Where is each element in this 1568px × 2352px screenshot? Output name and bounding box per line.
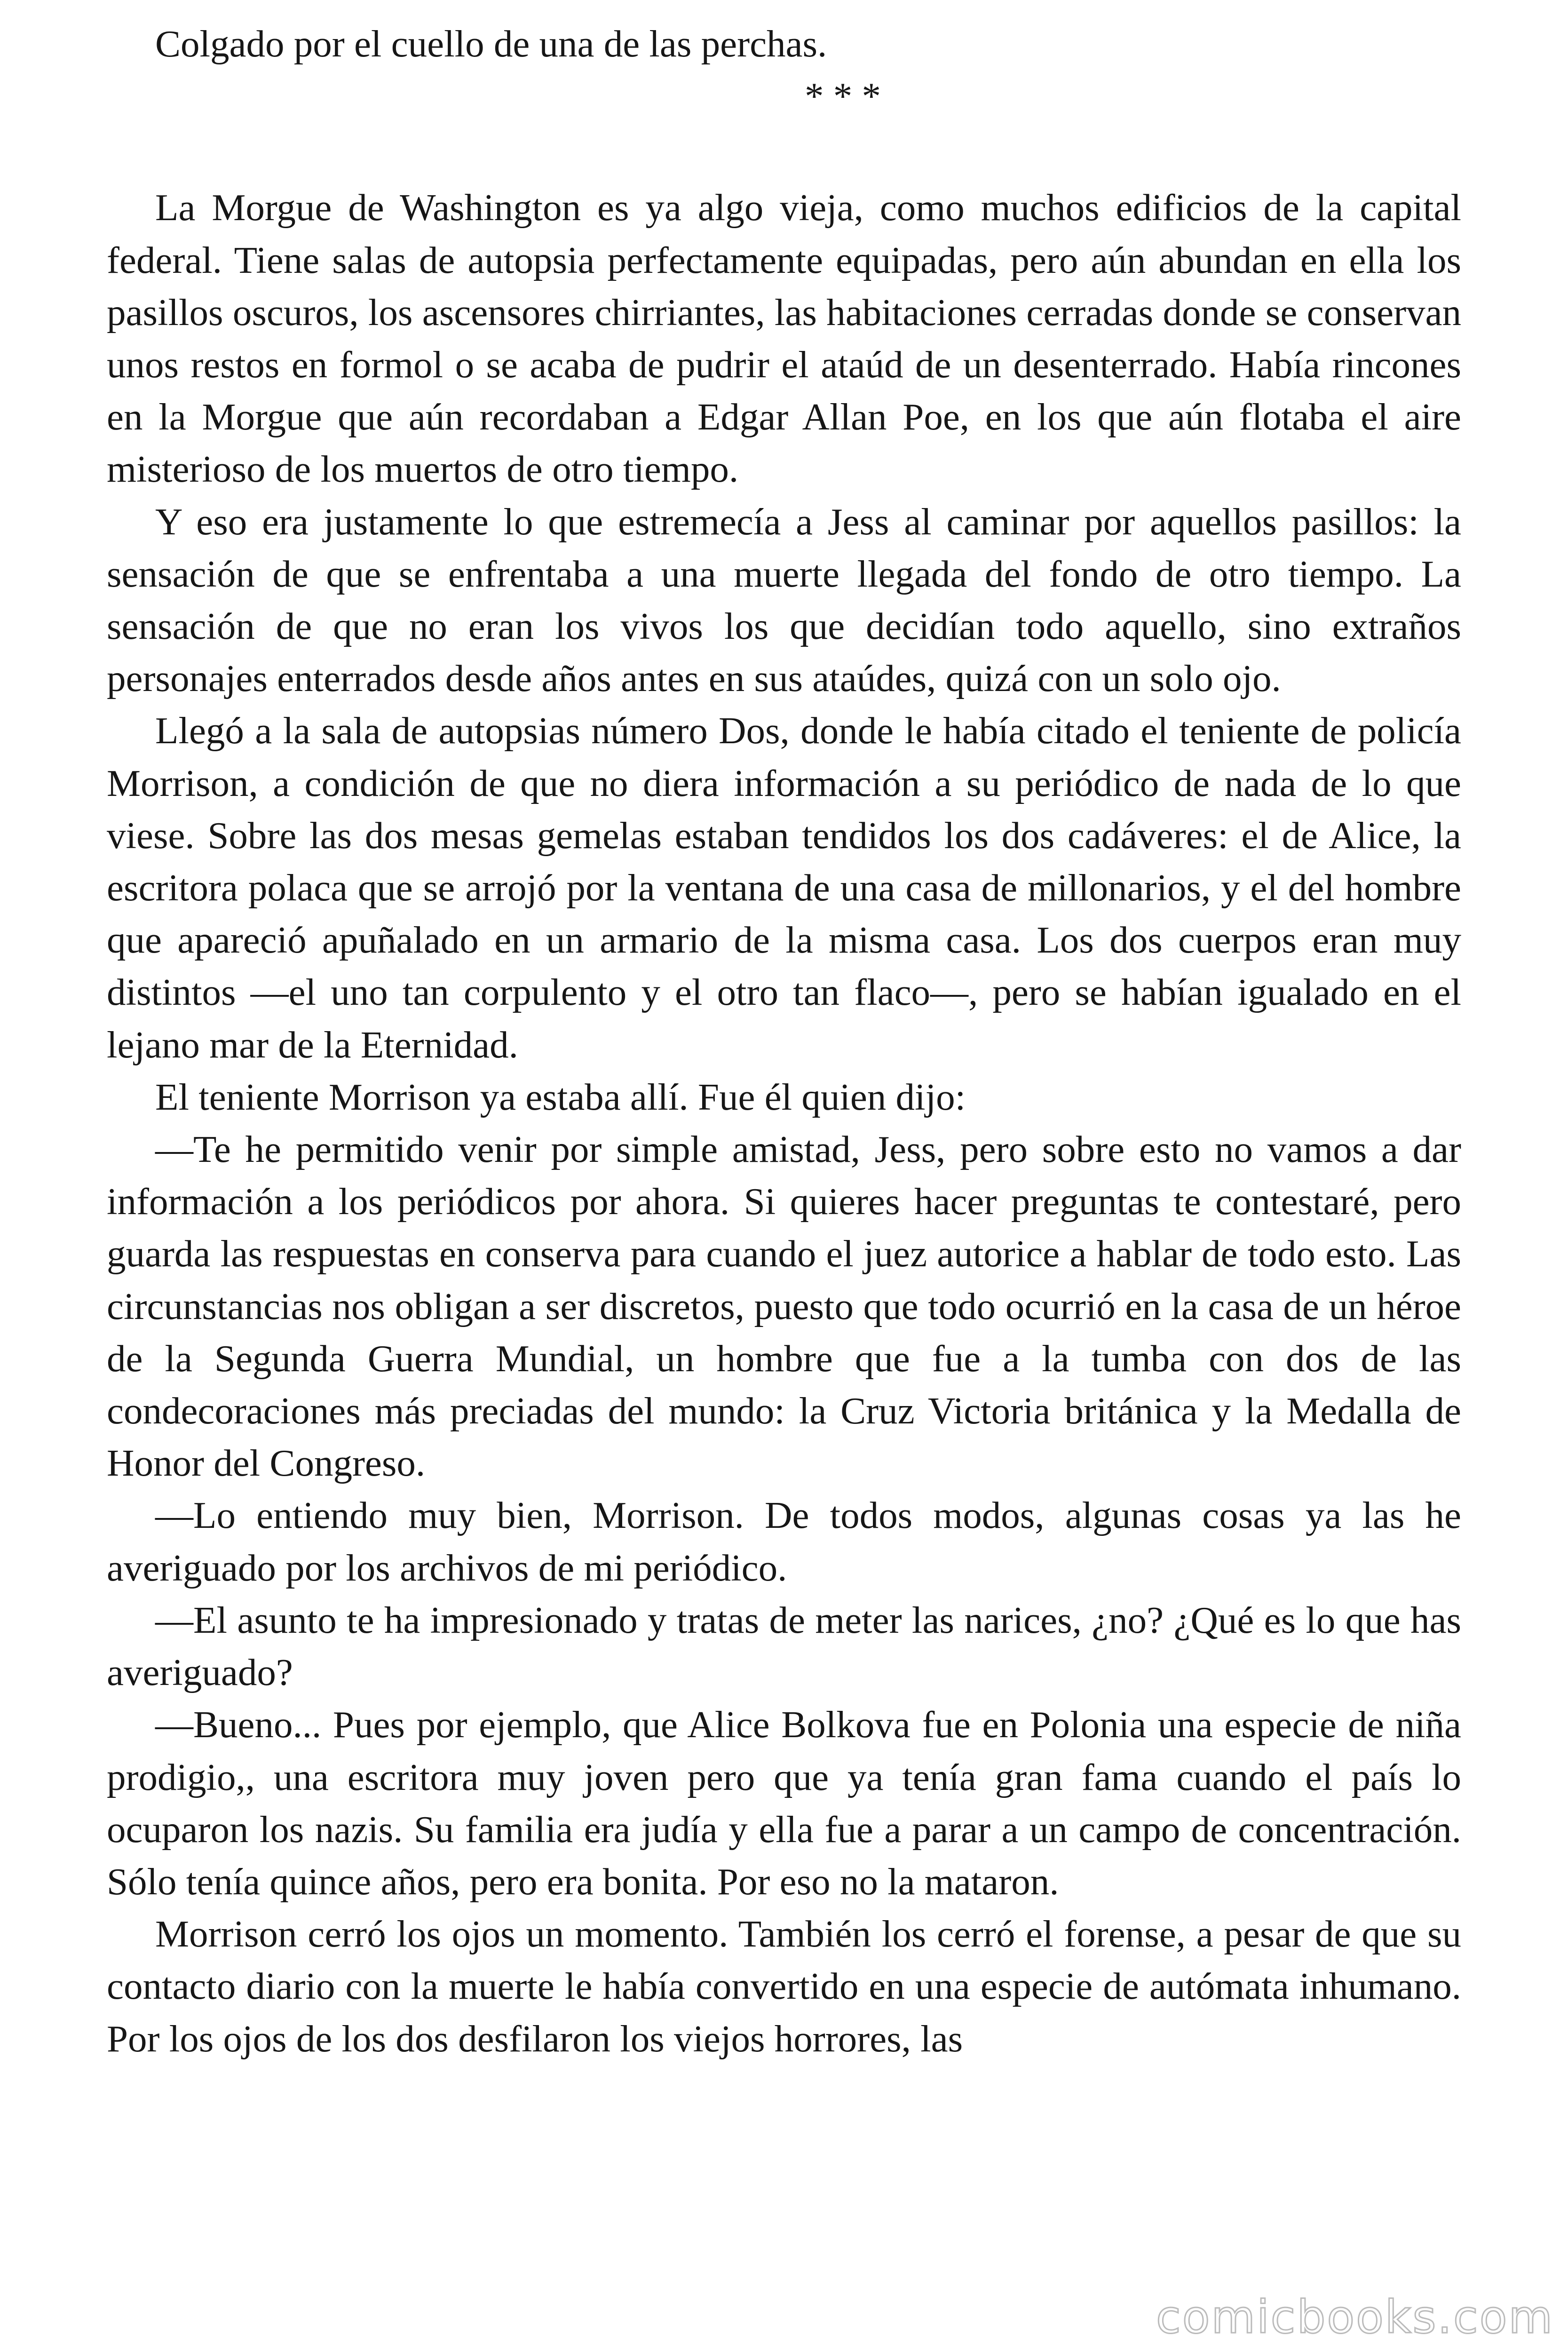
paragraph-2: Y eso era justamente lo que estremecía a Jess al caminar por aquellos pasillos: la sensación de que se enfrentaba a una muerte llegada del fondo de otro tiempo. La sensación de que no eran los vivos los que decidían todo aquello, sino extraños personajes enterrados desde años antes en sus ataúdes, quizá con un solo ojo. xyxy=(107,500,1461,700)
section-separator: * * * xyxy=(805,75,881,118)
paragraph-3: Llegó a la sala de autopsias número Dos, donde le había citado el teniente de policía Morrison, a condición de que no diera información a su periódico de nada de lo que viese. Sobre las dos mesas gemelas estaban tendidos los dos cadáveres: el de Alice, la escritora polaca que se arrojó por la ventana de una casa de millonarios, y el del hombre que apareció apuñalado en un armario de la misma casa. Los dos cuerpos eran muy distintos —el uno tan corpulento y el otro tan flaco—, pero se habían igualado en el lejano mar de la Eternidad. xyxy=(107,709,1461,1066)
paragraph-4: El teniente Morrison ya estaba allí. Fue él quien dijo: xyxy=(155,1075,966,1118)
paragraph-5: —Te he permitido venir por simple amistad, Jess, pero sobre esto no vamos a dar información a los periódicos por ahora. Si quieres hacer preguntas te contestaré, pero guarda las respuestas en conserva para cuando el juez autorice a hablar de todo esto. Las circunstancias nos obligan a ser discretos, puesto que todo ocurrió en la casa de un héroe de la Segunda Guerra Mundial, un hombre que fue a la tumba con dos de las condecoraciones más preciadas del mundo: la Cruz Victoria británica y la Medalla de Honor del Congreso. xyxy=(107,1128,1461,1485)
paragraph-7: —El asunto te ha impresionado y tratas de meter las narices, ¿no? ¿Qué es lo que has averiguado? xyxy=(107,1598,1461,1694)
paragraph-opening: Colgado por el cuello de una de las perchas. xyxy=(155,23,827,65)
body-text xyxy=(107,18,1461,2065)
watermark: comicbooks.com xyxy=(1156,2291,1554,2344)
paragraph-9: Morrison cerró los ojos un momento. También los cerró el forense, a pesar de que su contacto diario con la muerte le había convertido en una especie de autómata inhumano. Por los ojos de los dos desfilaron los viejos horrores, las xyxy=(107,1913,1461,2060)
paragraph-1: La Morgue de Washington es ya algo vieja, como muchos edificios de la capital federal. Tiene salas de autopsia perfectamente equipadas, pero aún abundan en ella los pasillos oscuros, los ascensores chirriantes, las habitaciones cerradas donde se conservan unos restos en formol o se acaba de pudrir el ataúd de un desenterrado. Había rincones en la Morgue que aún recordaban a Edgar Allan Poe, en los que aún flotaba el aire misterioso de los muertos de otro tiempo. xyxy=(107,186,1461,491)
paragraph-6: —Lo entiendo muy bien, Morrison. De todos modos, algunas cosas ya las he averiguado por los archivos de mi periódico. xyxy=(107,1494,1461,1589)
paragraph-8: —Bueno... Pues por ejemplo, que Alice Bolkova fue en Polonia una especie de niña prodigio,, una escritora muy joven pero que ya tenía gran fama cuando el país lo ocuparon los nazis. Su familia era judía y ella fue a parar a un campo de concentración. Sólo tenía quince años, pero era bonita. Por eso no la mataron. xyxy=(107,1703,1461,1903)
